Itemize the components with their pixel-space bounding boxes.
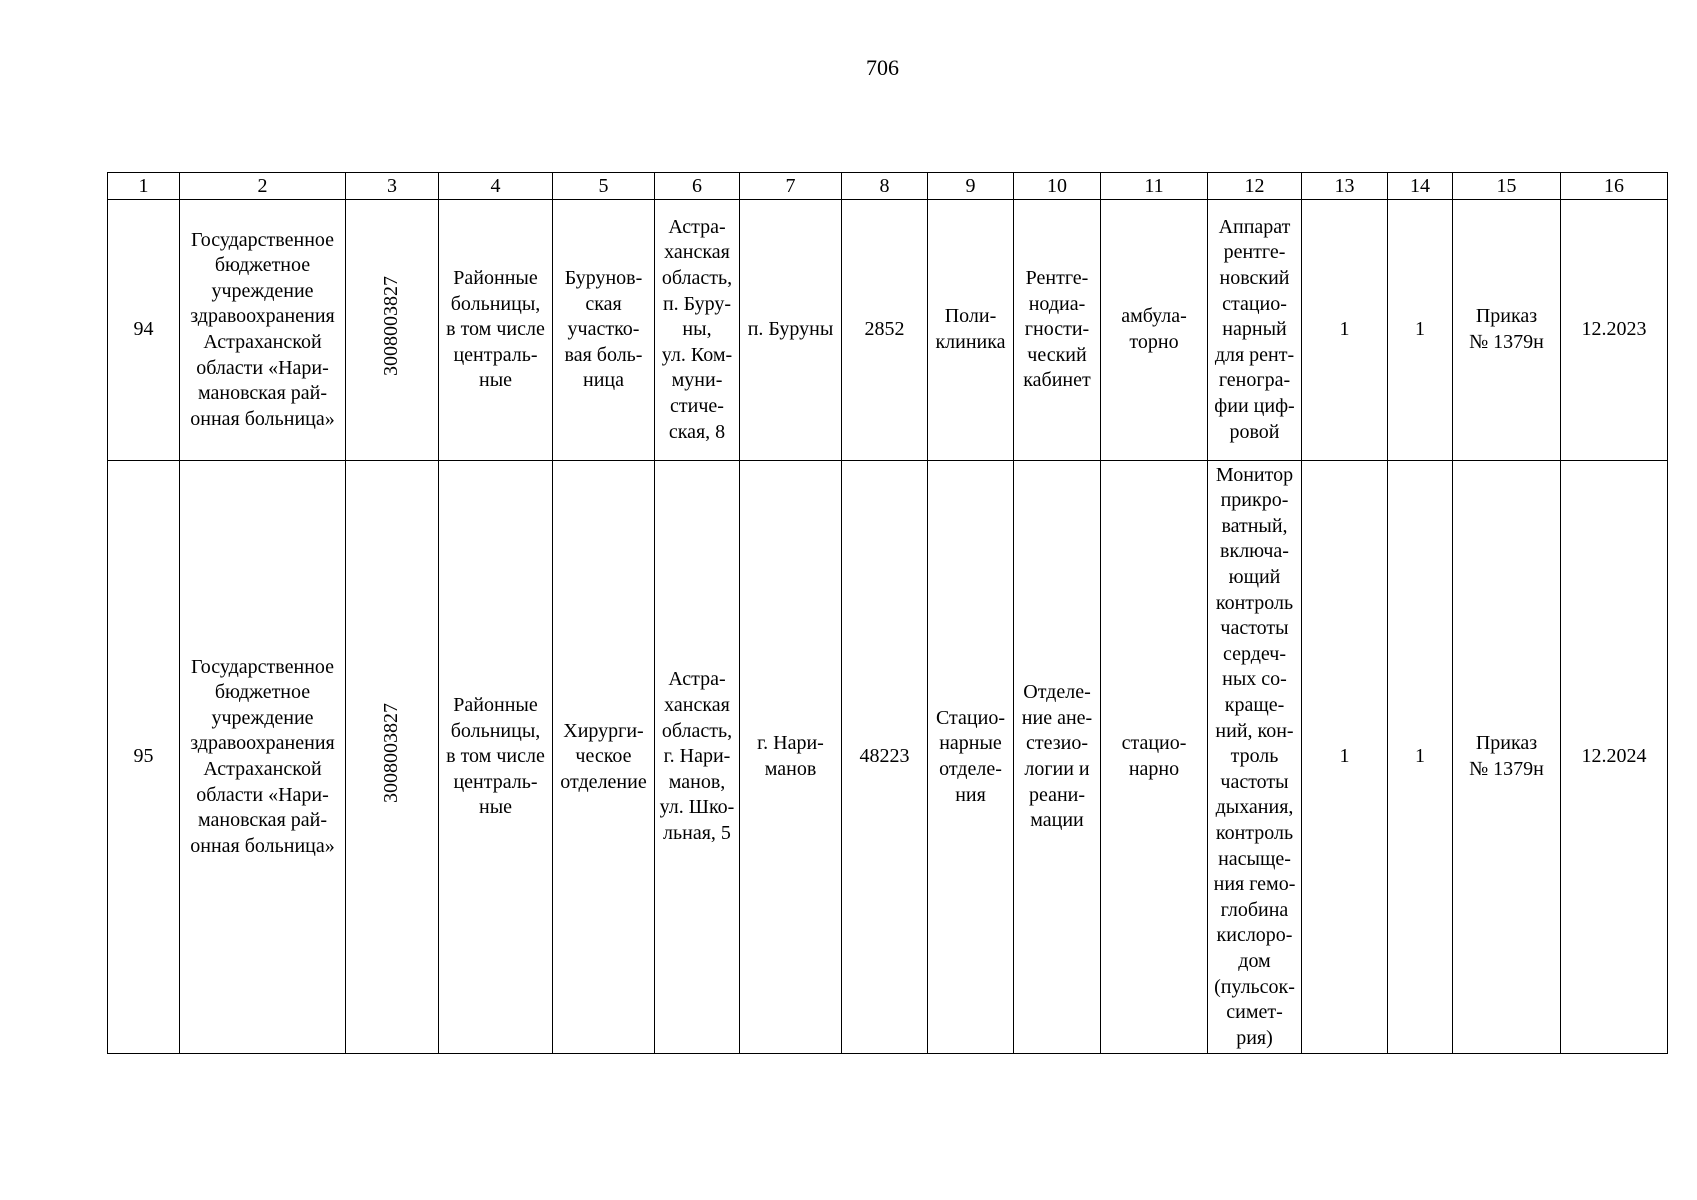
unit-type: Стацио- нарные отделе- ния [928,461,1014,1054]
care-form: амбула- торно [1101,200,1208,461]
column-header: 2 [180,173,346,200]
equipment-name: Монитор прикро- ватный, включа- ющий контроль частоты сердеч- ных со- краще- ний, кон- троль частоты дыхания, контроль насыще- ния гемо- глобина кислоро- дом (пульсок- симет- рия) [1208,461,1302,1054]
column-header: 5 [553,173,655,200]
column-header: 11 [1101,173,1208,200]
equipment-registry-table [107,172,1668,1054]
column-header: 1 [108,173,180,200]
order-reference: Приказ № 1379н [1453,461,1561,1054]
hospital-category: Районные больницы, в том числе централь- ные [439,461,553,1054]
address: Астра- ханская область, г. Нари- манов, ул. Шко- льная, 5 [655,461,740,1054]
inn-value: 3008003827 [380,276,403,377]
department: Отделе- ние ане- стезио- логии и реани- мации [1014,461,1101,1054]
column-header: 3 [346,173,439,200]
locality: г. Нари- манов [740,461,842,1054]
column-header: 6 [655,173,740,200]
inn-cell [346,461,439,1054]
table-header-row [108,173,1668,200]
department: Рентге- нодиа- гности- ческий кабинет [1014,200,1101,461]
division-name: Хирурги- ческое отделение [553,461,655,1054]
population: 48223 [842,461,928,1054]
table-row [108,200,1668,461]
care-form: стацио- нарно [1101,461,1208,1054]
date-cell: 12.2024 [1561,461,1668,1054]
column-header: 8 [842,173,928,200]
quantity-cell: 1 [1302,461,1388,1054]
column-header: 15 [1453,173,1561,200]
table-row [108,461,1668,1054]
equipment-name: Аппарат рентге- новский стацио- нарный для рент- геногра- фии циф- ровой [1208,200,1302,461]
locality: п. Буруны [740,200,842,461]
quantity-cell: 1 [1388,461,1453,1054]
column-header: 9 [928,173,1014,200]
organization-name: Государственное бюджетное учреждение здравоохранения Астраханской области «Нари- мановская рай- онная больница» [180,200,346,461]
page-number: 706 [866,55,899,80]
order-reference: Приказ № 1379н [1453,200,1561,461]
column-header: 12 [1208,173,1302,200]
quantity-cell: 1 [1302,200,1388,461]
quantity-cell: 1 [1388,200,1453,461]
hospital-category: Районные больницы, в том числе централь- ные [439,200,553,461]
row-number: 94 [108,200,180,461]
column-header: 14 [1388,173,1453,200]
row-number: 95 [108,461,180,1054]
date-cell: 12.2023 [1561,200,1668,461]
column-header: 16 [1561,173,1668,200]
division-name: Бурунов- ская участко- вая боль- ница [553,200,655,461]
column-header: 7 [740,173,842,200]
population: 2852 [842,200,928,461]
inn-value: 3008003827 [380,703,403,804]
inn-cell [346,200,439,461]
column-header: 10 [1014,173,1101,200]
organization-name: Государственное бюджетное учреждение здравоохранения Астраханской области «Нари- мановская рай- онная больница» [180,461,346,1054]
column-header: 13 [1302,173,1388,200]
column-header: 4 [439,173,553,200]
address: Астра- ханская область, п. Буру- ны, ул. Ком- муни- стиче- ская, 8 [655,200,740,461]
unit-type: Поли- клиника [928,200,1014,461]
